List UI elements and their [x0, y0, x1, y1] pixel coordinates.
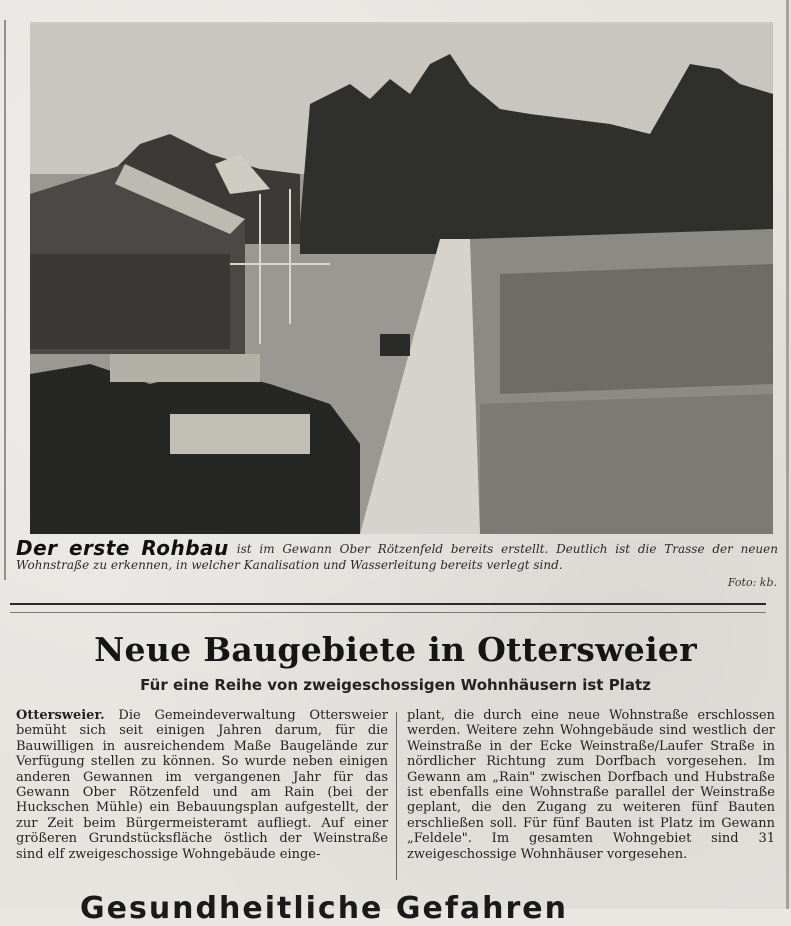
section-rule — [10, 603, 766, 605]
article-column-2-text: plant, die durch eine neue Wohnstraße erschlossen werden. Weitere zehn Wohngebäude sind westlich der Weinstraße in der Ecke Weinstraße/Laufer Straße in nördlicher Richtung zum Dorfbach vorgesehen. Im Gewann am „Rain" zwischen Dorfbach und Hubstraße ist ebenfalls eine Wohnstraße parallel der Weinstraße geplant, die den Zugang zu weiteren fünf Bauten erschließen soll. Für fünf Bauten ist Platz im Gewann „Feldele". Im gesamten Wohngebiet sind 31 zweigeschossige Wohnhäuser vorgesehen. — [407, 708, 775, 862]
photo-caption — [16, 536, 778, 573]
news-photo — [30, 22, 773, 534]
photo-credit: Foto: kb. — [727, 576, 777, 589]
article-column-1-text: Die Gemeindeverwaltung Ottersweier bemüht sich seit einigen Jahren darum, für die Bauwilligen in ausreichendem Maße Baugelände zur Verfügung stellen zu können. So wurde neben einigen anderen Gewannen im vergangenen Jahr für das Gewann Ober Rötzenfeld und am Rain (bei der Huckschen Mühle) ein Bebauungsplan aufgestellt, der zur Zeit beim Bürgermeisteramt aufliegt. Auf einer größeren Grundstücksfläche östlich der Weinstraße sind elf zweigeschossige Wohngebäude einge- — [16, 708, 388, 862]
section-rule-thin — [10, 612, 766, 613]
article-column-2 — [407, 708, 775, 862]
article-column-1 — [16, 708, 388, 862]
caption-headline: Der erste Rohbau — [16, 536, 229, 560]
column-divider — [396, 712, 397, 880]
page-edge-left — [4, 20, 6, 580]
article-subheadline: Für eine Reihe von zweigeschossigen Wohnhäusern ist Platz — [140, 676, 651, 694]
construction-site-photo — [30, 24, 773, 534]
article-dateline: Ottersweier. — [16, 708, 105, 723]
article-headline: Neue Baugebiete in Ottersweier — [94, 630, 697, 669]
page-edge-right — [786, 0, 789, 909]
caption-text: ist im Gewann Ober Rötzenfeld bereits erstellt. Deutlich ist die Trasse der neuen Wohnstraße zu erkennen, in welcher Kanalisation und Wasserleitung bereits verlegt sind. — [16, 542, 778, 572]
next-article-headline-fragment: Gesundheitliche Gefahren — [80, 891, 568, 926]
